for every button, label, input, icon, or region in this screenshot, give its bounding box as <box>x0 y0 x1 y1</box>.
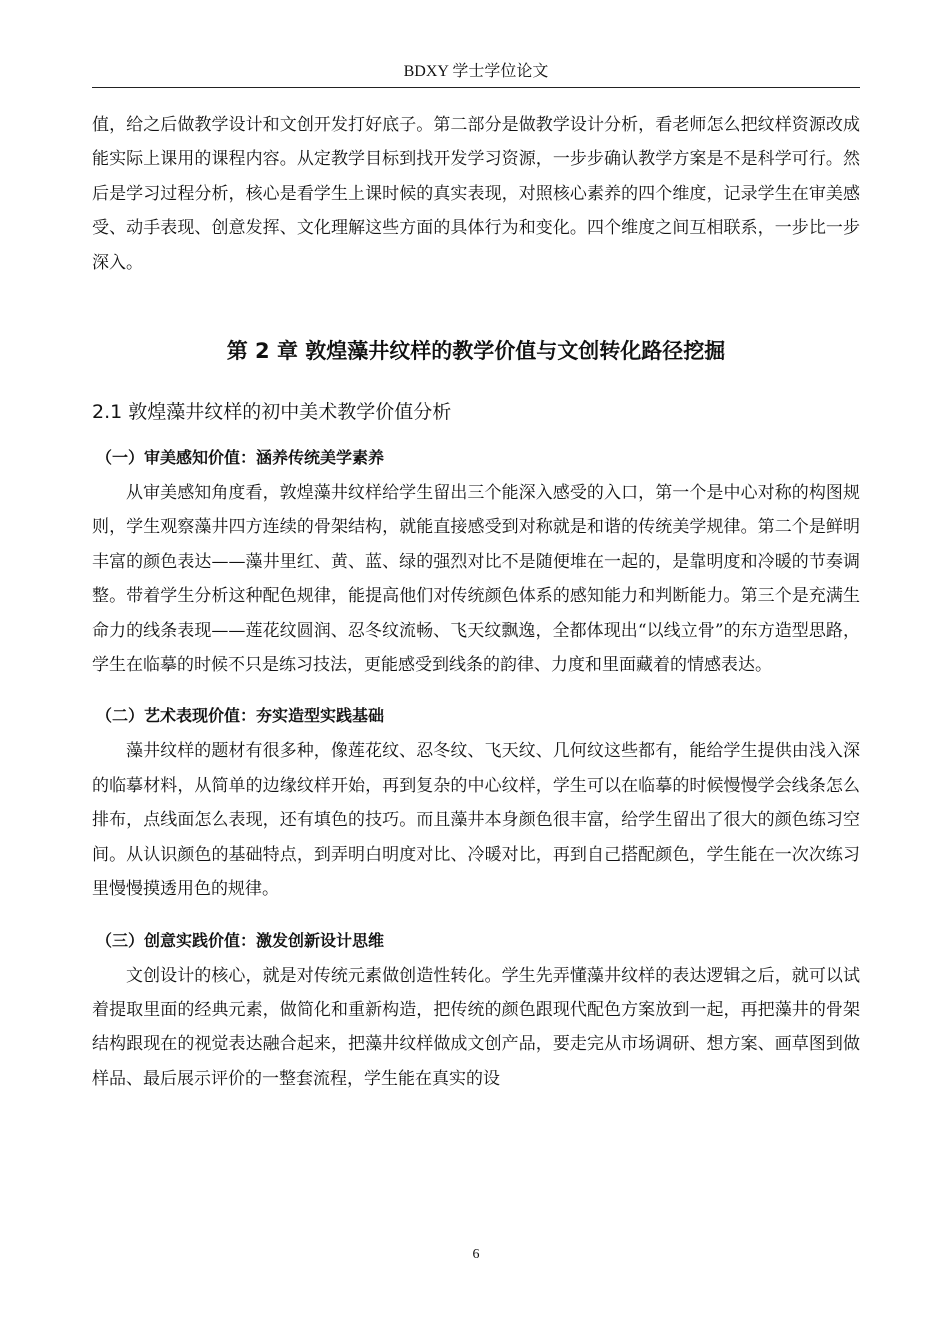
header-divider <box>92 87 860 88</box>
intro-paragraph: 值，给之后做教学设计和文创开发打好底子。第二部分是做教学设计分析，看老师怎么把纹样资源改成能实际上课用的课程内容。从定教学目标到找开发学习资源，一步步确认教学方案是不是科学可行。然后是学习过程分析，核心是看学生上课时候的真实表现，对照核心素养的四个维度，记录学生在审美感受、动手表现、创意发挥、文化理解这些方面的具体行为和变化。四个维度之间互相联系，一步比一步深入。 <box>92 115 860 273</box>
chapter-title: 第 2 章 敦煌藻井纹样的教学价值与文创转化路径挖掘 <box>226 339 726 364</box>
subsection-heading-3: （三）创意实践价值：激发创新设计思维 <box>96 930 385 950</box>
subsection-body-3: 文创设计的核心，就是对传统元素做创造性转化。学生先弄懂藻井纹样的表达逻辑之后，就可以试着提取里面的经典元素，做简化和重新构造，把传统的颜色跟现代配色方案放到一起，再把藻井的骨架结构跟现在的视觉表达融合起来，把藻井纹样做成文创产品，要走完从市场调研、想方案、画草图到做样品、最后展示评价的一整套流程，学生能在真实的设 <box>92 965 860 1089</box>
subsection-body-2: 藻井纹样的题材有很多种，像莲花纹、忍冬纹、飞天纹、几何纹这些都有，能给学生提供由浅入深的临摹材料，从简单的边缘纹样开始，再到复杂的中心纹样，学生可以在临摹的时候慢慢学会线条怎么排布，点线面怎么表现，还有填色的技巧。而且藻井本身颜色很丰富，给学生留出了很大的颜色练习空间。从认识颜色的基础特点，到弄明白明度对比、冷暖对比，再到自己搭配颜色，学生能在一次次练习里慢慢摸透用色的规律。 <box>92 741 860 900</box>
subsection-body-1: 从审美感知角度看，敦煌藻井纹样给学生留出三个能深入感受的入口，第一个是中心对称的构图规则，学生观察藻井四方连续的骨架结构，就能直接感受到对称就是和谐的传统美学规律。第二个是鲜明丰富的颜色表达——藻井里红、黄、蓝、绿的强烈对比不是随便堆在一起的，是靠明度和冷暖的节奏调整。带着学生分析这种配色规律，能提高他们对传统颜色体系的感知能力和判断能力。第三个是充满生命力的线条表现——莲花纹圆润、忍冬纹流畅、飞天纹飘逸，全都体现出“以线立骨”的东方造型思路，学生在临摹的时候不只是练习技法，更能感受到线条的韵律、力度和里面藏着的情感表达。 <box>92 483 860 676</box>
subsection-heading-2: （二）艺术表现价值：夯实造型实践基础 <box>96 706 385 726</box>
page-number: 6 <box>472 1247 480 1262</box>
page-body <box>92 108 860 1096</box>
subsection-heading-1: （一）审美感知价值：涵养传统美学素养 <box>96 448 385 468</box>
section-title: 2.1 敦煌藻井纹样的初中美术教学价值分析 <box>92 401 452 424</box>
running-header: BDXY 学士学位论文 <box>403 63 549 80</box>
